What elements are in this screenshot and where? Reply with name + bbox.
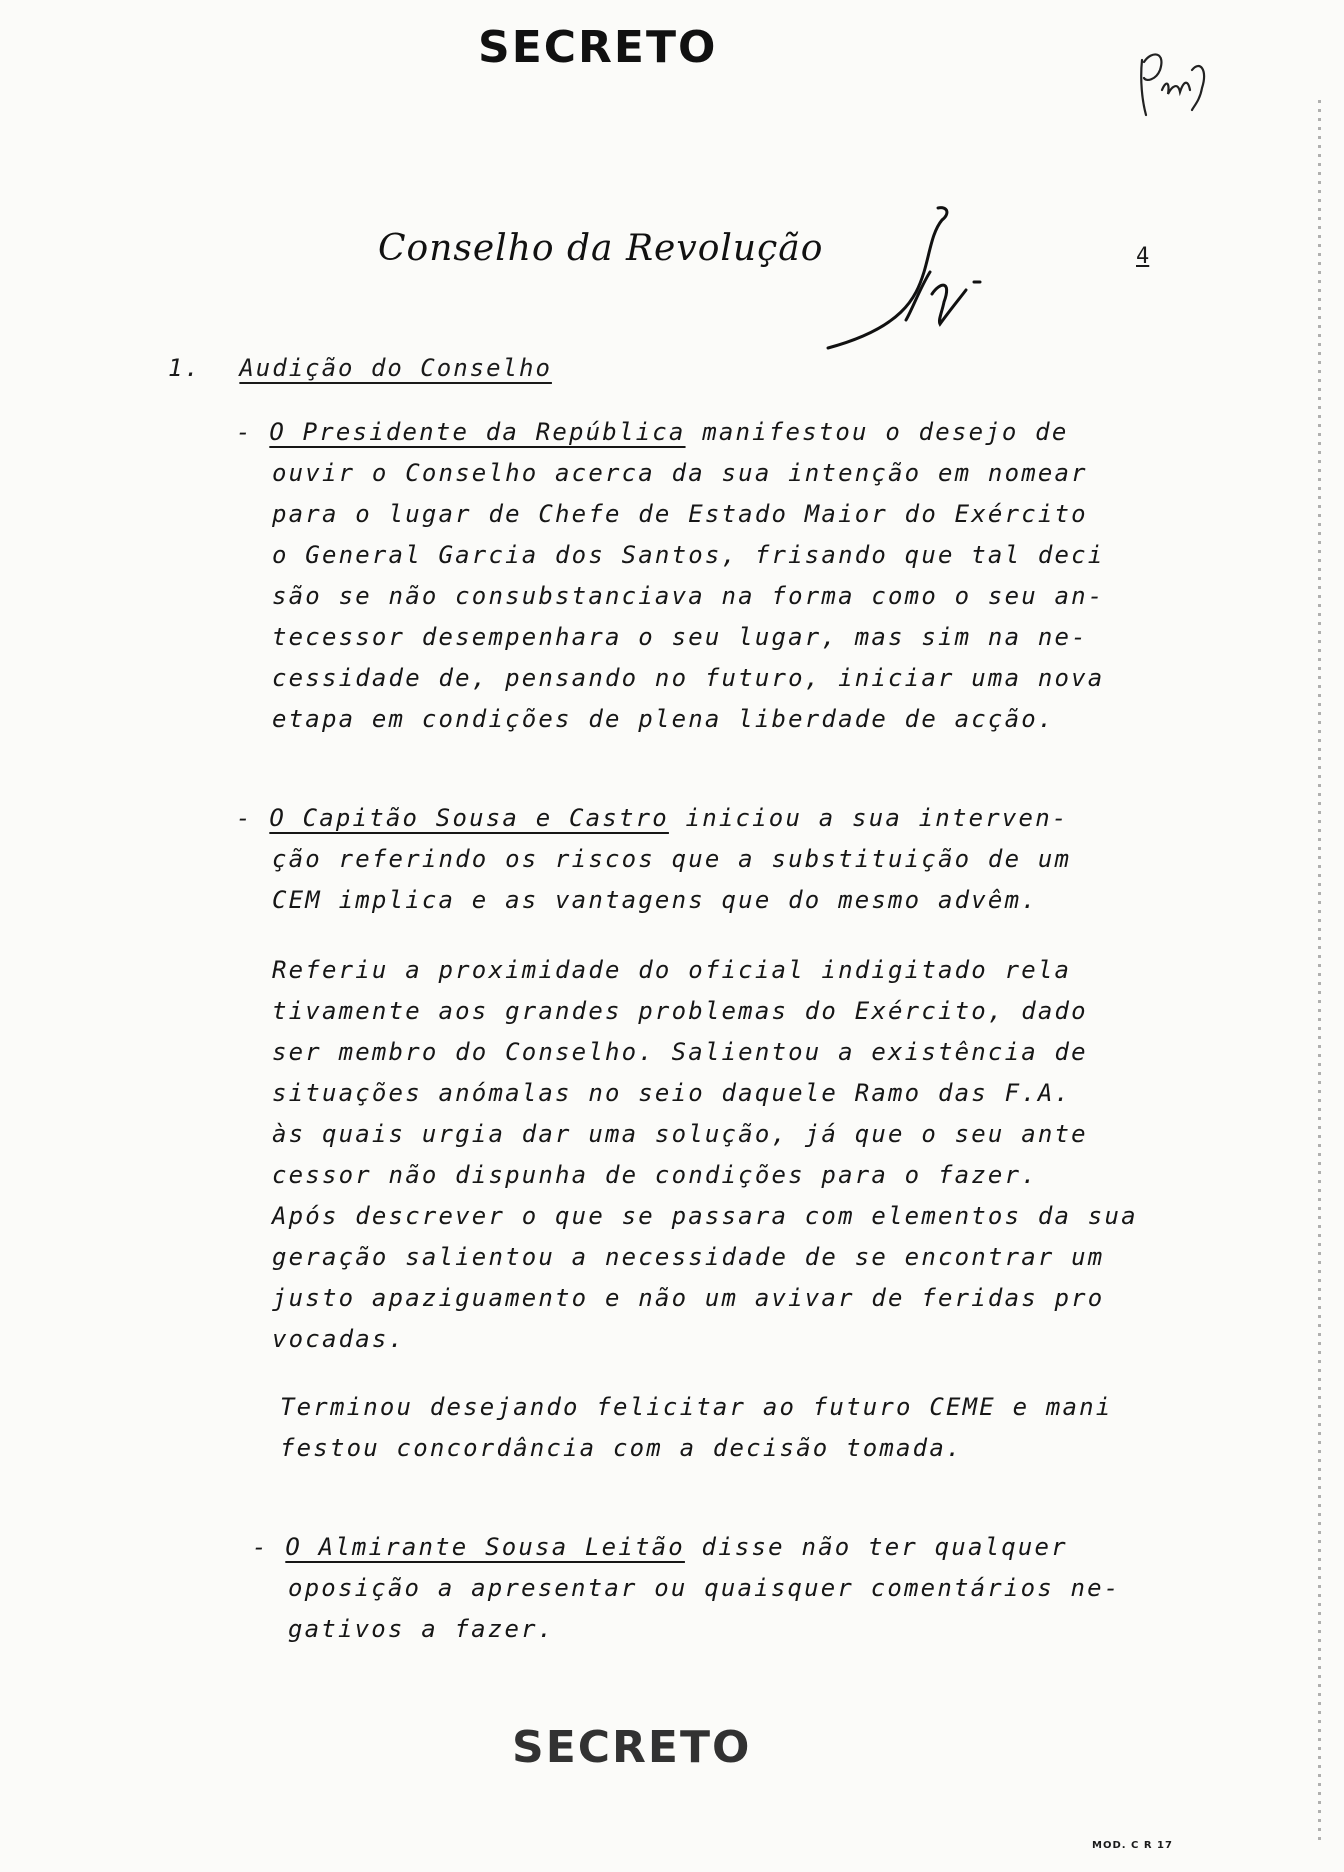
dash-marker: - <box>252 1533 286 1561</box>
text-line: Após descrever o que se passara com elementos da sua <box>272 1202 1138 1230</box>
text-line: ser membro do Conselho. Salientou a existência de <box>272 1038 1088 1066</box>
text-line: às quais urgia dar uma solução, já que o seu ante <box>272 1120 1088 1148</box>
text-line: vocadas. <box>272 1325 406 1353</box>
text-line: Terminou desejando felicitar ao futuro CEME e mani <box>280 1393 1113 1421</box>
page-number: 4 <box>1136 244 1150 269</box>
text-line: ouvir o Conselho acerca da sua intenção em nomear <box>272 459 1088 487</box>
paragraph-first-line <box>252 1527 1120 1568</box>
dash-marker: - <box>236 418 270 446</box>
form-model-code: MOD. C R 17 <box>1092 1840 1173 1851</box>
paragraph-first-line <box>236 412 1104 453</box>
paragraph-presidente <box>236 412 1104 740</box>
text-line: gativos a fazer. <box>288 1615 555 1643</box>
text-line: justo apaziguamento e não um avivar de feridas pro <box>272 1284 1105 1312</box>
text-line: cessidade de, pensando no futuro, iniciar uma nova <box>272 664 1105 692</box>
speaker-name: O Almirante Sousa Leitão <box>285 1533 685 1561</box>
text-line: manifestou o desejo de <box>685 418 1069 446</box>
text-line: Referiu a proximidade do oficial indigitado rela <box>272 956 1072 984</box>
paragraph-referiu <box>272 950 1138 1360</box>
scan-edge-mark <box>1318 100 1321 1840</box>
paragraph-capitao <box>236 798 1071 921</box>
text-line: situações anómalas no seio daquele Ramo das F.A. <box>272 1079 1072 1107</box>
text-line: são se não consubstanciava na forma como o seu an- <box>272 582 1105 610</box>
text-line: cessor não dispunha de condições para o fazer. <box>272 1161 1038 1189</box>
text-line: etapa em condições de plena liberdade de acção. <box>272 705 1055 733</box>
document-title: Conselho da Revolução <box>378 228 824 269</box>
paragraph-almirante <box>252 1527 1120 1650</box>
text-line: disse não ter qualquer <box>684 1533 1068 1561</box>
section-number: 1. <box>168 354 201 382</box>
text-line: iniciou a sua interven- <box>668 804 1069 832</box>
secret-stamp-top: SECRETO <box>478 22 718 73</box>
text-line: oposição a apresentar ou quaisquer comentários ne- <box>288 1574 1121 1602</box>
text-line: CEM implica e as vantagens que do mesmo advêm. <box>272 886 1038 914</box>
speaker-name: O Presidente da República <box>269 418 686 446</box>
text-line: para o lugar de Chefe de Estado Maior do Exército <box>272 500 1088 528</box>
paragraph-terminou <box>280 1387 1112 1469</box>
section-title: Audição do Conselho <box>239 354 552 382</box>
text-line: o General Garcia dos Santos, frisando que tal deci <box>272 541 1105 569</box>
secret-stamp-bottom: SECRETO <box>512 1722 752 1773</box>
text-line: geração salientou a necessidade de se encontrar um <box>272 1243 1105 1271</box>
speaker-name: O Capitão Sousa e Castro <box>269 804 669 832</box>
text-line: ção referindo os riscos que a substituição de um <box>272 845 1072 873</box>
handwritten-initials-signature <box>1122 30 1212 120</box>
section-heading <box>168 354 552 382</box>
dash-marker: - <box>236 804 270 832</box>
handwritten-signature <box>820 202 1000 362</box>
text-line: festou concordância com a decisão tomada. <box>280 1434 963 1462</box>
text-line: tivamente aos grandes problemas do Exército, dado <box>272 997 1088 1025</box>
text-line: tecessor desempenhara o seu lugar, mas sim na ne- <box>272 623 1088 651</box>
paragraph-first-line <box>236 798 1071 839</box>
